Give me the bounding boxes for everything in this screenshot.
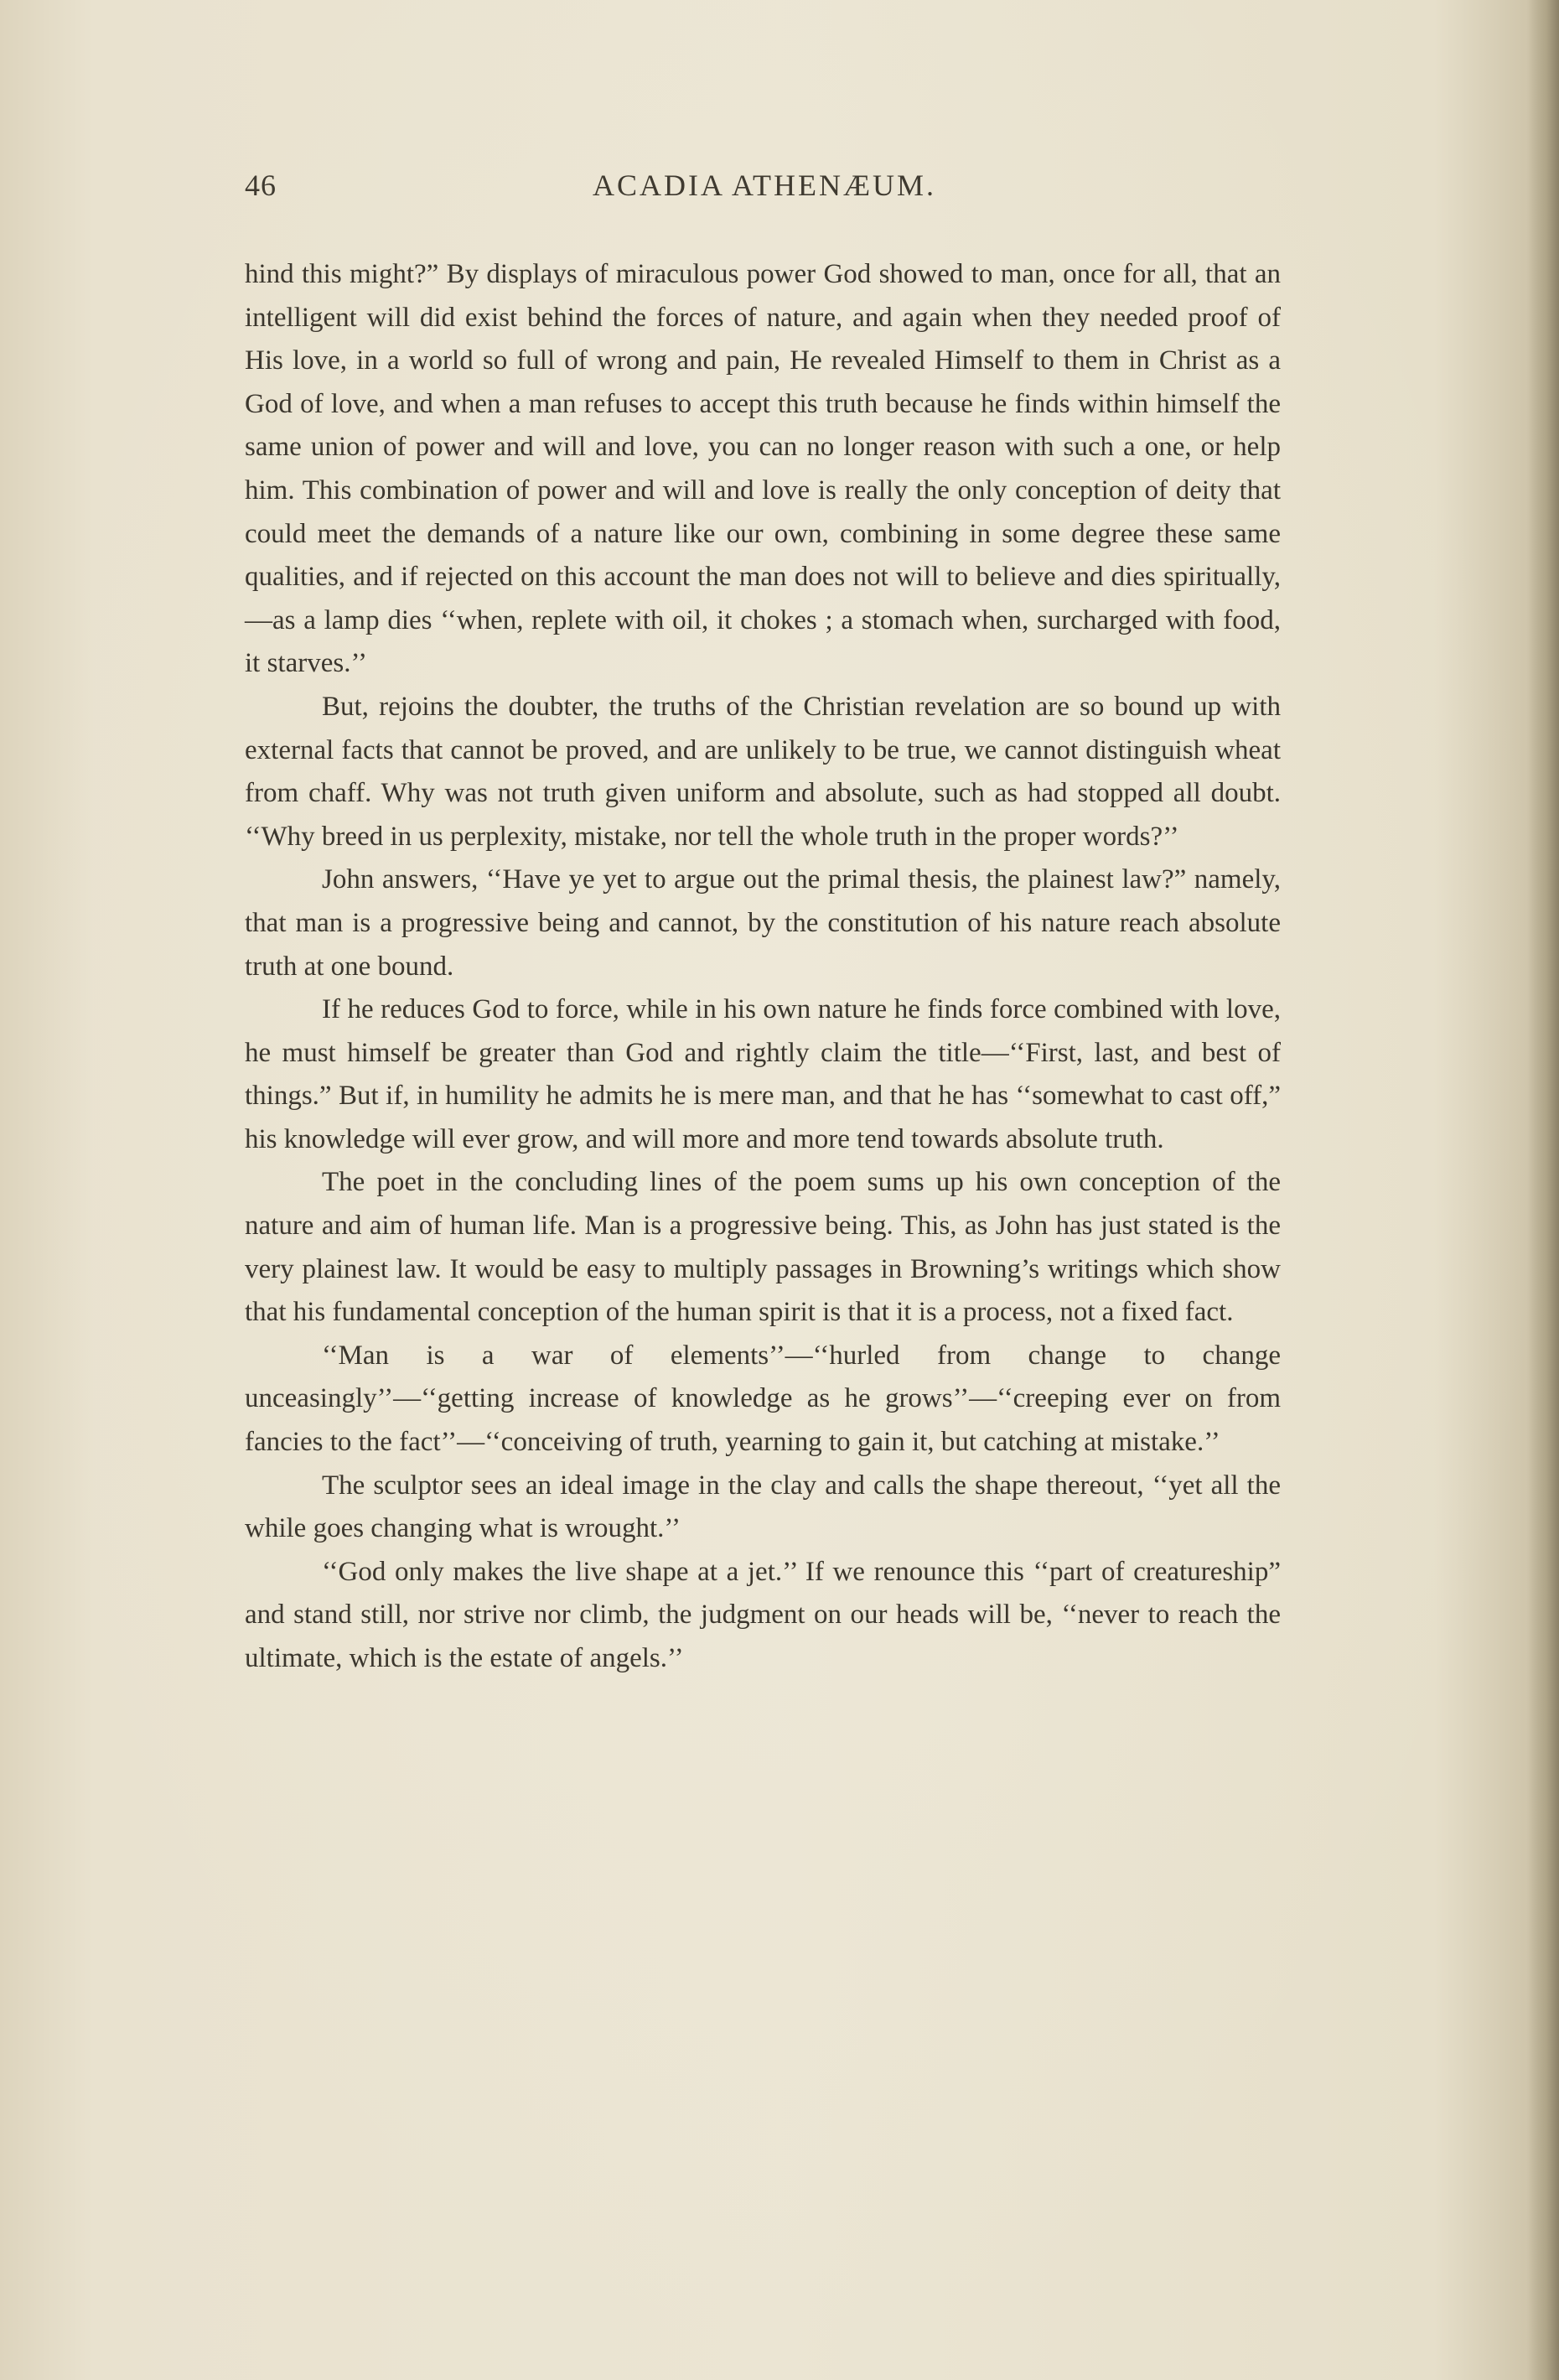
article-body — [245, 253, 1281, 1681]
paragraph: John answers, ‘‘Have ye yet to argue out the primal thesis, the plainest law?” namely, that man is a progressive being and cannot, by the constitution of his nature reach absolute truth at one bound. — [245, 864, 1281, 982]
paragraph: ‘‘God only makes the live shape at a jet.’’ If we renounce this ‘‘part of creatureship” and stand still, nor strive nor climb, the judgment on our heads will be, ‘‘never to reach the ultimate, which is the estate of angels.’’ — [245, 1556, 1281, 1673]
paragraph: ‘‘Man is a war of elements’’—‘‘hurled from change to change unceasingly’’—‘‘getting increase of knowledge as he grows’’—‘‘creeping ever on from fancies to the fact’’—‘‘conceiving of truth, yearning to gain it, but catching at mistake.’’ — [245, 1340, 1281, 1458]
running-head: ACADIA ATHENÆUM. — [592, 169, 937, 202]
page-header — [245, 168, 1284, 215]
paragraph: hind this might?” By displays of miraculous power God showed to man, once for all, that an intelligent will did exist behind the forces of nature, and again when they needed proof of His love, in a world so full of wrong and pain, He revealed Himself to them in Christ as a God of love, and when a man refuses to accept this truth because he finds within himself the same union of power and will and love, you can no longer reason with such a one, or help him. This combination of power and will and love is really the only conception of deity that could meet the demands of a nature like our own, combining in some degree these same qualities, and if rejected on this account the man does not will to believe and dies spiritually,—as a lamp dies ‘‘when, replete with oil, it chokes ; a stomach when, surcharged with food, it starves.’’ — [245, 259, 1281, 679]
paragraph: But, rejoins the doubter, the truths of the Christian revelation are so bound up with external facts that cannot be proved, and are unlikely to be true, we cannot distinguish wheat from chaff. Why was not truth given uniform and absolute, such as had stopped all doubt. ‘‘Why breed in us perplexity, mistake, nor tell the whole truth in the proper words?’’ — [245, 691, 1281, 852]
book-spine-shadow — [1527, 0, 1559, 2380]
paragraph: If he reduces God to force, while in his own nature he finds force combined with love, he must himself be greater than God and rightly claim the title—‘‘First, last, and best of things.” But if, in humility he admits he is mere man, and that he has ‘‘somewhat to cast off,” his knowledge will ever grow, and will more and more tend towards absolute truth. — [245, 994, 1281, 1154]
paragraph: The sculptor sees an ideal image in the clay and calls the shape thereout, ‘‘yet all the while goes changing what is wrought.’’ — [245, 1470, 1281, 1544]
paragraph: The poet in the concluding lines of the poem sums up his own conception of the nature and aim of human life. Man is a progressive being. This, as John has just stated is the very plainest law. It would be easy to multiply passages in Browning’s writings which show that his fundamental conception of the human spirit is that it is a process, not a fixed fact. — [245, 1167, 1281, 1328]
page-number: 46 — [245, 169, 277, 202]
